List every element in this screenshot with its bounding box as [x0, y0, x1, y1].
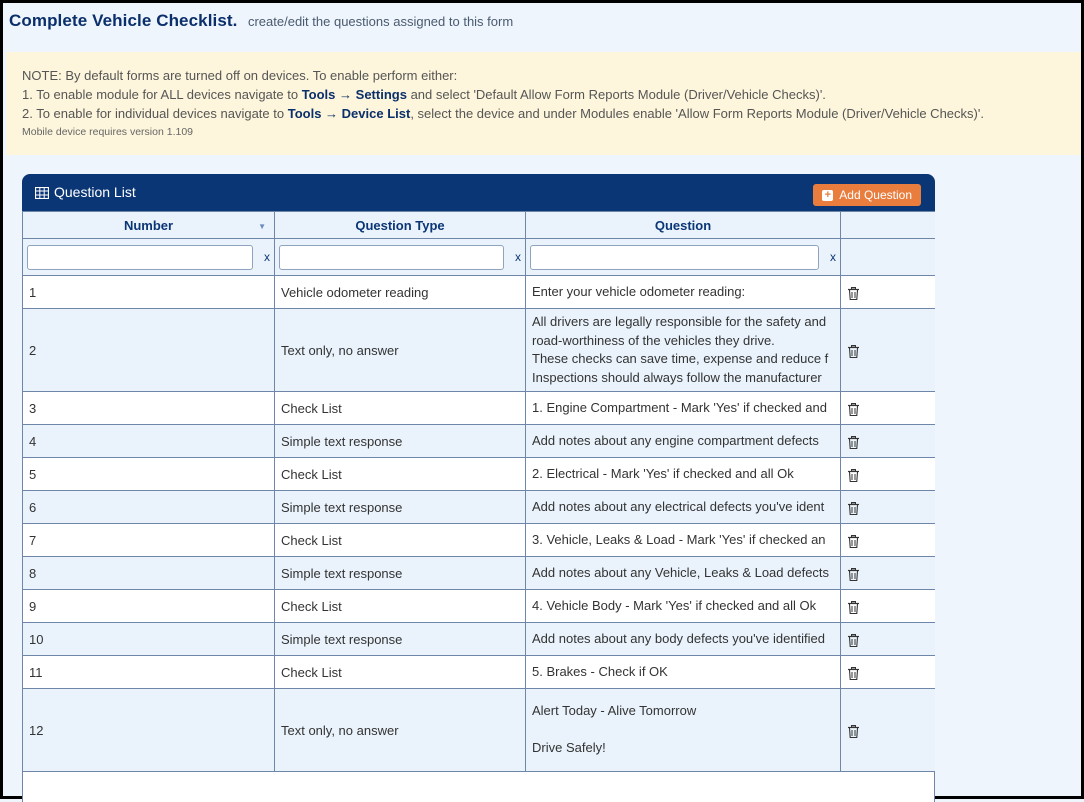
row-question-type: Simple text response — [275, 623, 526, 656]
note-line-2-pre: 1. To enable module for ALL devices navigate to — [22, 87, 302, 102]
table-row[interactable] — [23, 557, 936, 590]
question-table — [22, 211, 935, 772]
row-number: 3 — [23, 392, 275, 425]
row-question-type: Simple text response — [275, 491, 526, 524]
question-line: Add notes about any Vehicle, Leaks & Load defects — [532, 564, 830, 580]
add-question-label: Add Question — [839, 188, 912, 202]
filter-cell-type — [275, 239, 526, 276]
page-title: Complete Vehicle Checklist. — [9, 11, 238, 30]
row-actions — [841, 425, 936, 458]
question-line: 4. Vehicle Body - Mark 'Yes' if checked and all Ok — [532, 597, 817, 613]
trash-icon[interactable] — [848, 667, 859, 680]
question-line: Drive Safely! — [532, 740, 606, 756]
row-number: 7 — [23, 524, 275, 557]
trash-icon[interactable] — [848, 436, 859, 449]
filter-type-input[interactable] — [279, 245, 504, 270]
table-row[interactable] — [23, 590, 936, 623]
note-line-2 — [22, 85, 1081, 104]
row-question — [526, 491, 841, 524]
page-subtitle: create/edit the questions assigned to this form — [247, 14, 514, 29]
panel-title — [35, 184, 136, 200]
table-row[interactable] — [23, 392, 936, 425]
filter-cell-actions — [841, 239, 936, 276]
row-question — [526, 590, 841, 623]
column-header-actions — [841, 212, 936, 239]
column-header-type-label: Question Type — [355, 217, 445, 233]
filter-question-input[interactable] — [530, 245, 819, 270]
nav-device-list-link[interactable]: Device List — [341, 106, 411, 121]
note-line-2-post: and select 'Default Allow Form Reports Module (Driver/Vehicle Checks)'. — [406, 87, 826, 102]
row-question — [526, 689, 841, 772]
row-actions — [841, 623, 936, 656]
row-number: 9 — [23, 590, 275, 623]
row-question-type: Text only, no answer — [275, 689, 526, 772]
question-line: Enter your vehicle odometer reading: — [532, 283, 746, 299]
filter-cell-question — [526, 239, 841, 276]
question-line — [532, 721, 834, 740]
question-line: 1. Engine Compartment - Mark 'Yes' if checked and — [532, 399, 827, 415]
question-line: road-worthiness of the vehicles they drive. — [532, 332, 775, 348]
row-question — [526, 524, 841, 557]
header-row — [23, 212, 936, 239]
arrow-right-icon: → — [339, 87, 353, 102]
row-actions — [841, 590, 936, 623]
row-question-type: Check List — [275, 524, 526, 557]
row-question-type: Check List — [275, 656, 526, 689]
page-header — [9, 11, 513, 31]
row-actions — [841, 656, 936, 689]
table-row[interactable] — [23, 623, 936, 656]
row-question — [526, 276, 841, 309]
panel-title-label: Question List — [54, 184, 136, 200]
row-number: 12 — [23, 689, 275, 772]
trash-icon[interactable] — [848, 601, 859, 614]
row-number: 5 — [23, 458, 275, 491]
table-row[interactable] — [23, 458, 936, 491]
table-row[interactable] — [23, 689, 936, 772]
row-question-type: Check List — [275, 590, 526, 623]
question-line: Alert Today - Alive Tomorrow — [532, 703, 697, 719]
nav-tools-link-2[interactable]: Tools — [287, 106, 322, 121]
question-line: 2. Electrical - Mark 'Yes' if checked and all Ok — [532, 465, 794, 481]
row-actions — [841, 276, 936, 309]
sort-down-icon: ▼ — [258, 222, 266, 231]
row-actions — [841, 458, 936, 491]
row-number: 10 — [23, 623, 275, 656]
trash-icon[interactable] — [848, 725, 859, 738]
column-header-number-label: Number — [123, 217, 174, 233]
question-line: Inspections should always follow the manufacturer — [532, 369, 822, 385]
row-number: 2 — [23, 309, 275, 392]
trash-icon[interactable] — [848, 535, 859, 548]
question-line: Add notes about any engine compartment defects — [532, 432, 819, 448]
row-question-type: Simple text response — [275, 557, 526, 590]
trash-icon[interactable] — [848, 287, 859, 300]
nav-settings-link[interactable]: Settings — [355, 87, 407, 102]
row-number: 8 — [23, 557, 275, 590]
row-actions — [841, 309, 936, 392]
filter-row — [23, 239, 936, 276]
row-number: 1 — [23, 276, 275, 309]
clear-type-filter-icon[interactable]: x — [515, 250, 521, 264]
row-actions — [841, 524, 936, 557]
row-question — [526, 557, 841, 590]
column-header-question-label: Question — [654, 217, 712, 233]
row-question — [526, 309, 841, 392]
row-actions — [841, 392, 936, 425]
table-body — [23, 276, 936, 772]
question-line: 5. Brakes - Check if OK — [532, 663, 668, 679]
row-question-type: Check List — [275, 392, 526, 425]
clear-number-filter-icon[interactable]: x — [264, 250, 270, 264]
table-row[interactable] — [23, 425, 936, 458]
filter-number-input[interactable] — [27, 245, 253, 270]
question-list-panel — [22, 174, 935, 802]
trash-icon[interactable] — [848, 502, 859, 515]
row-question-type: Vehicle odometer reading — [275, 276, 526, 309]
row-question — [526, 458, 841, 491]
table-row[interactable] — [23, 276, 936, 309]
filter-cell-number — [23, 239, 275, 276]
info-note — [6, 52, 1081, 155]
row-question — [526, 623, 841, 656]
column-header-number[interactable] — [23, 212, 275, 239]
column-header-question[interactable] — [526, 212, 841, 239]
note-line-3-pre: 2. To enable for individual devices navigate to — [22, 106, 288, 121]
row-number: 6 — [23, 491, 275, 524]
trash-icon[interactable] — [848, 634, 859, 647]
nav-tools-link[interactable]: Tools — [301, 87, 336, 102]
row-actions — [841, 557, 936, 590]
row-question — [526, 656, 841, 689]
row-question — [526, 425, 841, 458]
row-question-type: Check List — [275, 458, 526, 491]
table-grid-icon — [35, 187, 49, 199]
column-header-type[interactable] — [275, 212, 526, 239]
table-row[interactable] — [23, 309, 936, 392]
note-line-3 — [22, 104, 1081, 123]
question-line: 3. Vehicle, Leaks & Load - Mark 'Yes' if checked an — [532, 531, 826, 547]
row-number: 11 — [23, 656, 275, 689]
row-actions — [841, 689, 936, 772]
clear-question-filter-icon[interactable]: x — [830, 250, 836, 264]
row-question-type: Text only, no answer — [275, 309, 526, 392]
version-note: Mobile device requires version 1.109 — [22, 126, 194, 138]
plus-square-icon: + — [822, 190, 833, 201]
row-question — [526, 392, 841, 425]
table-row[interactable] — [23, 491, 936, 524]
row-number: 4 — [23, 425, 275, 458]
trash-icon[interactable] — [848, 345, 859, 358]
note-line-1: NOTE: By default forms are turned off on devices. To enable perform either: — [22, 68, 458, 83]
add-question-button[interactable] — [813, 184, 921, 206]
trash-icon[interactable] — [848, 469, 859, 482]
table-row[interactable] — [23, 656, 936, 689]
arrow-right-icon: → — [325, 106, 339, 121]
table-row[interactable] — [23, 524, 936, 557]
row-actions — [841, 491, 936, 524]
trash-icon[interactable] — [848, 403, 859, 416]
question-line: All drivers are legally responsible for the safety and — [532, 314, 827, 329]
question-line: These checks can save time, expense and reduce f — [532, 351, 829, 366]
table-footer — [22, 772, 935, 802]
row-question-type: Simple text response — [275, 425, 526, 458]
note-line-3-post: , select the device and under Modules enable 'Allow Form Reports Module (Driver/Vehicle Checks)'. — [410, 106, 984, 121]
trash-icon[interactable] — [848, 568, 859, 581]
question-line: Add notes about any body defects you've identified — [532, 630, 826, 646]
question-line: Add notes about any electrical defects you've ident — [532, 498, 825, 514]
panel-header — [22, 174, 935, 211]
